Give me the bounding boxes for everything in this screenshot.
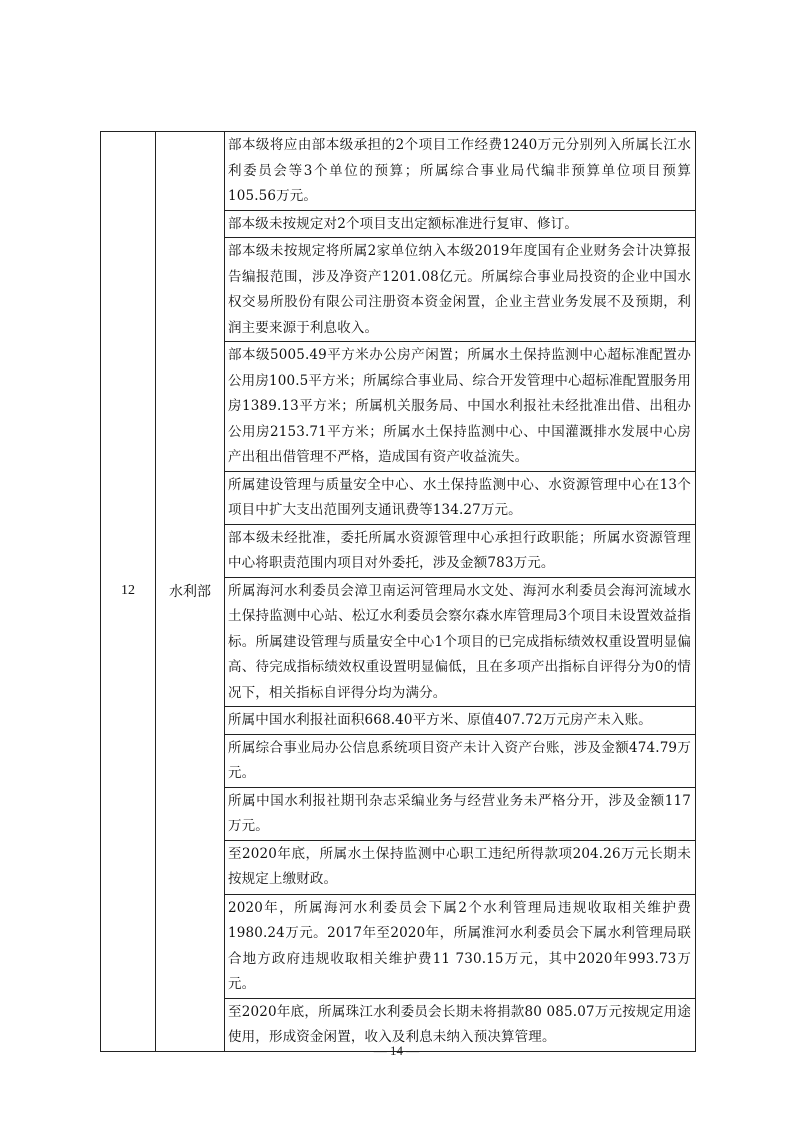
issue-cell: 部本级5005.49平方米办公房产闲置；所属水土保持监测中心超标准配置办公用房100.5平方米；所属综合事业局、综合开发管理中心超标准配置服务用房1389.13平方米；所属机关服务局、中国水利报社未经批准出借、出租办公用房2153.71平方米；所属水土保持监测中心、中国灌溉排水发展中心房产出租出借管理不严格，造成国有资产收益流失。 <box>225 342 696 472</box>
page-number: — 14 — <box>373 1043 420 1058</box>
issue-cell: 部本级将应由部本级承担的2个项目工作经费1240万元分别列入所属长江水利委员会等3个单位的预算；所属综合事业局代编非预算单位项目预算105.56万元。 <box>225 132 696 211</box>
issue-cell: 至2020年底，所属珠江水利委员会长期未将捐款80 085.07万元按规定用途使用，形成资金闲置，收入及利息未纳入预决算管理。 <box>225 998 696 1051</box>
issue-cell: 所属建设管理与质量安全中心、水土保持监测中心、水资源管理中心在13个项目中扩大支出范围列支通讯费等134.27万元。 <box>225 471 696 524</box>
issue-cell: 所属中国水利报社期刊杂志采编业务与经营业务未严格分开，涉及金额117万元。 <box>225 787 696 840</box>
issue-cell: 部本级未经批准，委托所属水资源管理中心承担行政职能；所属水资源管理中心将职责范围内项目对外委托，涉及金额783万元。 <box>225 524 696 577</box>
issue-cell: 所属海河水利委员会漳卫南运河管理局水文处、海河水利委员会海河流域水土保持监测中心站、松辽水利委员会察尔森水库管理局3个项目未设置效益指标。所属建设管理与质量安全中心1个项目的已完成指标绩效权重设置明显偏高、待完成指标绩效权重设置明显偏低，且在多项产出指标自评得分为0的情况下，相关指标自评得分均为满分。 <box>225 577 696 707</box>
issue-cell: 所属中国水利报社面积668.40平方米、原值407.72万元房产未入账。 <box>225 707 696 735</box>
audit-issues-table <box>100 131 696 1052</box>
issue-cell: 2020年，所属海河水利委员会下属2个水利管理局违规收取相关维护费1980.24万元。2017年至2020年，所属淮河水利委员会下属水利管理局联合地方政府违规收取相关维护费11 730.15万元，其中2020年993.73万元。 <box>225 894 696 998</box>
issue-cell: 部本级未按规定对2个项目支出定额标准进行复审、修订。 <box>225 210 696 238</box>
issue-cell: 所属综合事业局办公信息系统项目资产未计入资产台账，涉及金额474.79万元。 <box>225 734 696 787</box>
department-cell: 水利部 <box>156 132 225 1052</box>
table-row <box>101 132 696 211</box>
row-number-cell: 12 <box>101 132 156 1052</box>
issue-cell: 部本级未按规定将所属2家单位纳入本级2019年度国有企业财务会计决算报告编报范围，涉及净资产1201.08亿元。所属综合事业局投资的企业中国水权交易所股份有限公司注册资本资金闲置，企业主营业务发展不及预期，利润主要来源于利息收入。 <box>225 238 696 342</box>
issue-cell: 至2020年底，所属水土保持监测中心职工违纪所得款项204.26万元长期未按规定上缴财政。 <box>225 840 696 894</box>
